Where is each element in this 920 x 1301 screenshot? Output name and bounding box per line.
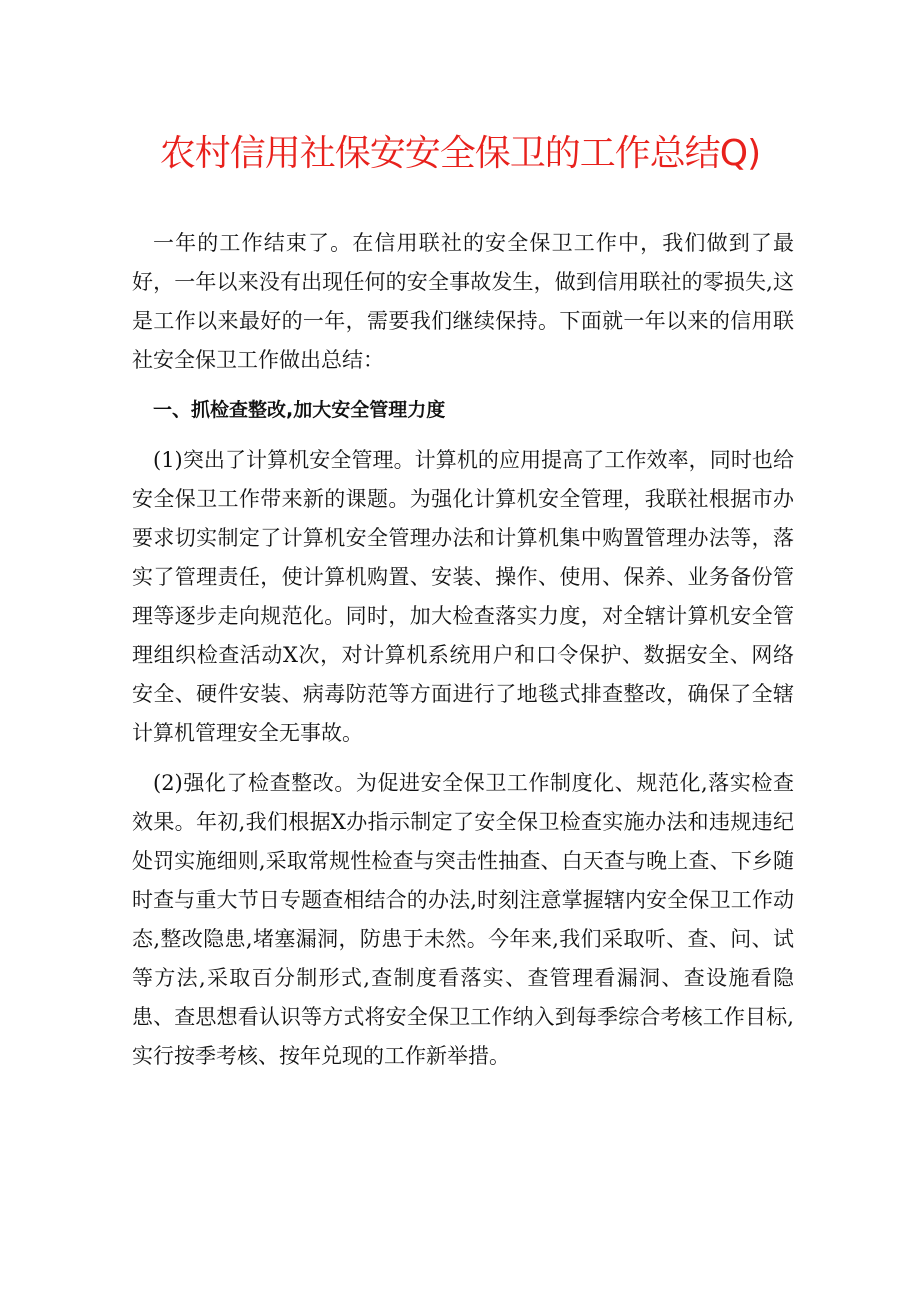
document-body [132, 224, 794, 1087]
document-title: 农村信用社保安安全保卫的工作总结Q) [159, 133, 761, 174]
section-heading: 一、抓检查整改,加大安全管理力度 [153, 399, 446, 421]
intro-paragraph: 一年的工作结束了。在信用联社的安全保卫工作中，我们做到了最好，一年以来没有出现任何的安全事故发生，做到信用联社的零损失,这是工作以来最好的一年，需要我们继续保持。下面就一年以来的信用联社安全保卫工作做出总结： [132, 231, 794, 372]
paragraph-computer-security: (1)突出了计算机安全管理。计算机的应用提高了工作效率，同时也给安全保卫工作带来新的课题。为强化计算机安全管理，我联社根据市办要求切实制定了计算机安全管理办法和计算机集中购置管理办法等，落实了管理责任，使计算机购置、安装、操作、使用、保养、业务备份管理等逐步走向规范化。同时，加大检查落实力度，对全辖计算机安全管理组织检查活动X次，对计算机系统用户和口令保护、数据安全、网络安全、硬件安装、病毒防范等方面进行了地毯式排查整改，确保了全辖计算机管理安全无事故。 [132, 448, 794, 745]
paragraph-inspection-rectification: (2)强化了检查整改。为促进安全保卫工作制度化、规范化,落实检查效果。年初,我们根据X办指示制定了安全保卫检查实施办法和违规违纪处罚实施细则,采取常规性检查与突击性抽查、白天查与晚上查、下乡随时查与重大节日专题查相结合的办法,时刻注意掌握辖内安全保卫工作动态,整改隐患,堵塞漏洞，防患于未然。今年来,我们采取听、查、问、试等方法,采取百分制形式,查制度看落实、查管理看漏洞、查设施看隐患、查思想看认识等方式将安全保卫工作纳入到每季综合考核工作目标,实行按季考核、按年兑现的工作新举措。 [132, 771, 794, 1068]
